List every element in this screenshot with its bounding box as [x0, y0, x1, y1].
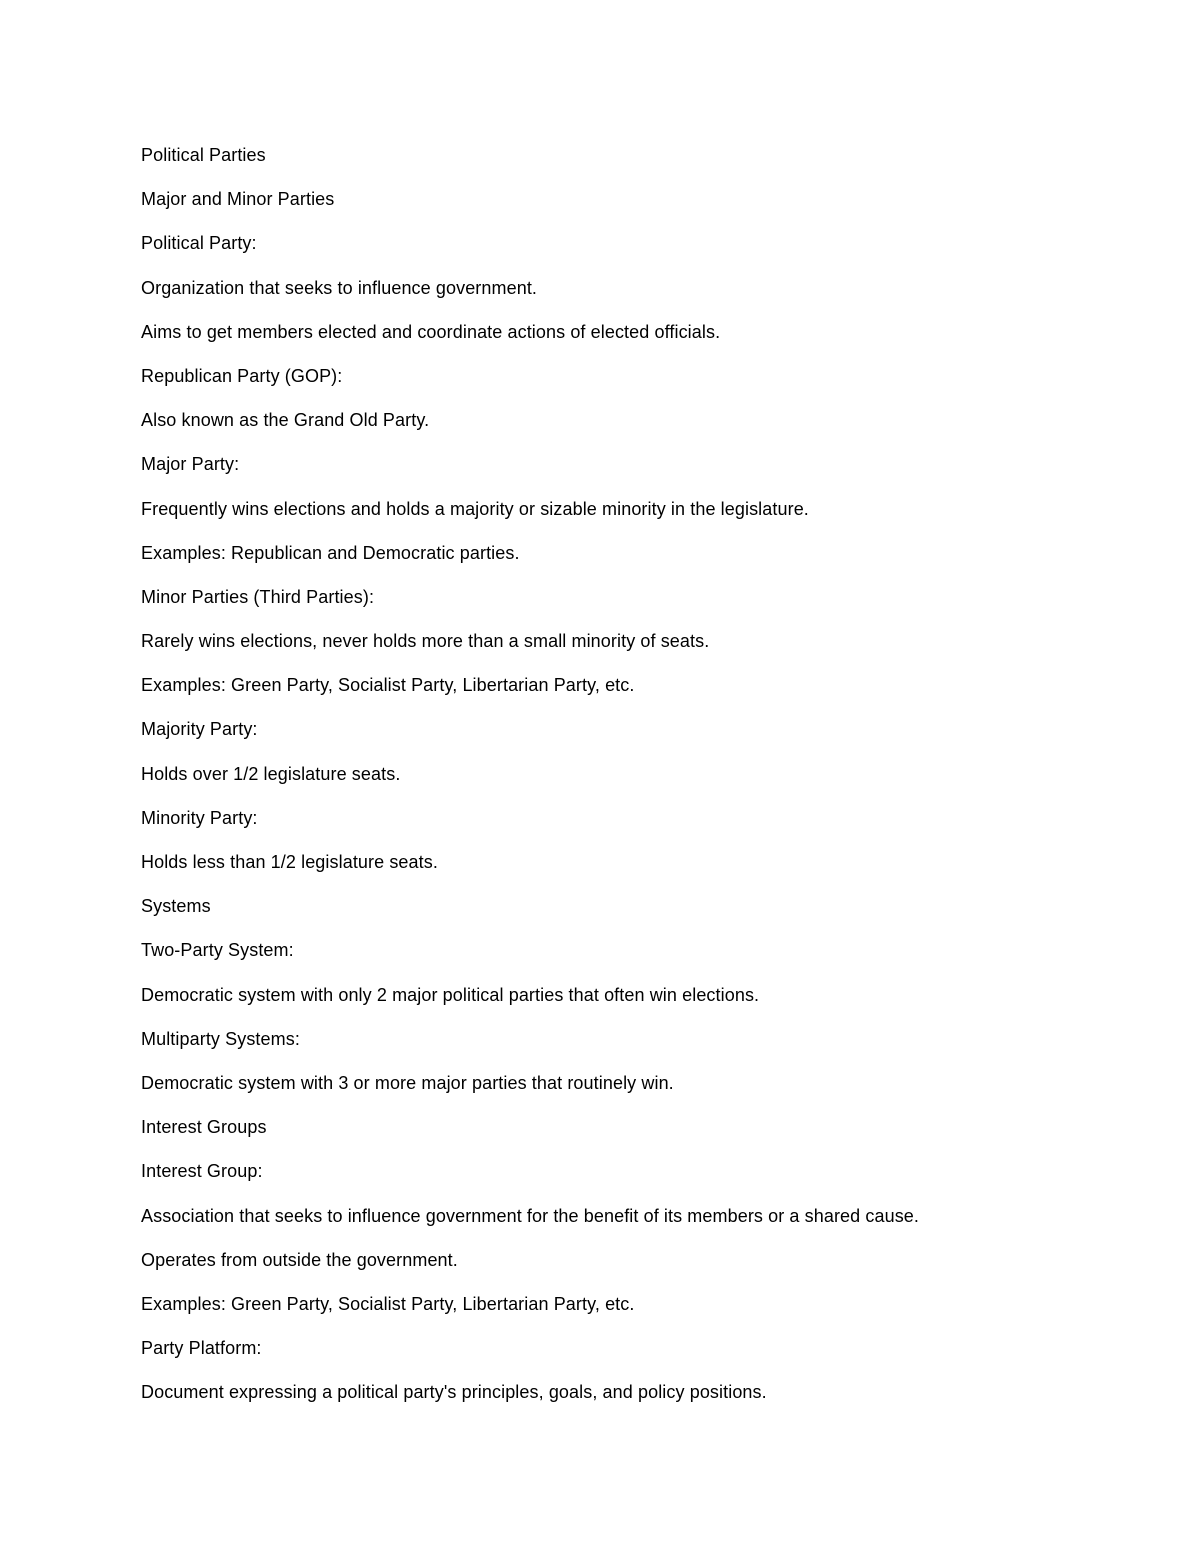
definition-text: Also known as the Grand Old Party. [141, 410, 430, 431]
example-text: Examples: Green Party, Socialist Party, Libertarian Party, etc. [141, 1293, 635, 1314]
term-label: Minority Party: [141, 807, 258, 828]
definition-text: Democratic system with only 2 major political parties that often win elections. [141, 984, 760, 1005]
definition-text: Holds over 1/2 legislature seats. [141, 763, 401, 784]
definition-text: Document expressing a political party's principles, goals, and policy positions. [141, 1382, 767, 1403]
definition-text: Democratic system with 3 or more major parties that routinely win. [141, 1072, 674, 1093]
section-heading: Interest Groups [141, 1117, 267, 1138]
term-label: Major Party: [141, 454, 240, 475]
term-label: Majority Party: [141, 719, 258, 740]
section-heading: Systems [141, 896, 211, 917]
term-label: Interest Group: [141, 1161, 263, 1182]
definition-text: Association that seeks to influence government for the benefit of its members or a shared cause. [141, 1205, 920, 1226]
term-label: Republican Party (GOP): [141, 365, 343, 386]
subsection-heading: Major and Minor Parties [141, 189, 335, 210]
example-text: Examples: Green Party, Socialist Party, Libertarian Party, etc. [141, 675, 635, 696]
definition-text: Frequently wins elections and holds a majority or sizable minority in the legislature. [141, 498, 809, 519]
example-text: Examples: Republican and Democratic parties. [141, 542, 520, 563]
section-heading: Political Parties [141, 145, 266, 165]
term-label: Party Platform: [141, 1338, 262, 1359]
term-label: Two-Party System: [141, 940, 294, 961]
definition-text: Operates from outside the government. [141, 1249, 458, 1270]
term-label: Political Party: [141, 233, 257, 254]
document-body [141, 141, 1101, 1422]
term-label: Multiparty Systems: [141, 1028, 300, 1049]
definition-text: Rarely wins elections, never holds more than a small minority of seats. [141, 631, 710, 652]
definition-text: Organization that seeks to influence government. [141, 277, 538, 298]
definition-text: Holds less than 1/2 legislature seats. [141, 852, 438, 872]
term-label: Minor Parties (Third Parties): [141, 586, 375, 607]
definition-text: Aims to get members elected and coordinate actions of elected officials. [141, 321, 721, 342]
